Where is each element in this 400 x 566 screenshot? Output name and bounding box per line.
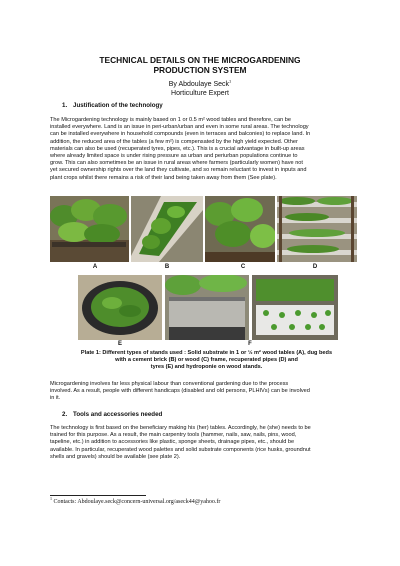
paragraph-line: can be installed everywhere in household compounds (even in terraces and balconies) to replace land. In	[50, 131, 311, 138]
author-footnote-mark: 1	[229, 78, 232, 84]
photo-d-recuperated-pipes	[277, 196, 357, 262]
paragraph-line: shells and gravels) should be available (see plate 2).	[50, 453, 181, 460]
footnote-text: Contacts: Abdoulaye.seck@concern-universal.org/aseck44@yahoo.fr	[53, 499, 221, 505]
photo-f1-hydroponic-stand	[165, 275, 249, 340]
paragraph-line: Microgardening involves far less physical labour than conventional gardening due to the process	[50, 381, 289, 387]
paragraph-line: installed everywhere. Land is an issue in peri-urban/urban and even in some rural areas. The technology	[50, 124, 309, 131]
paragraph-line: plant crops whilst there remains a risk of their land being taken away from them (See plate).	[50, 174, 277, 181]
footnote	[50, 496, 221, 505]
photo-f2-hydroponic-seedlings	[252, 275, 338, 340]
photo-label-f: F	[248, 341, 252, 347]
photo-label-c: C	[240, 264, 246, 270]
author-name: By Abdoulaye Seck$^1$	[168, 78, 232, 88]
photo-label-d: D	[312, 264, 318, 270]
caption-line: Plate 1: Different types of stands used : Solid substrate in 1 or ½ m² wood tables (A), dug beds	[80, 350, 333, 356]
photo-e-tyre	[78, 275, 162, 340]
photo-label-a: A	[92, 264, 98, 270]
paragraph-line: yet secured ownership rights over the land they cultivate, and so remain reluctant to invest in inputs and	[50, 167, 307, 174]
paragraph-line: tapeline, etc.) in addition to accessories like plastic, sponge sheets, drainage pipes, etc., should be	[50, 439, 295, 446]
document-title	[40, 55, 360, 75]
labour-paragraph	[50, 381, 363, 403]
tools-paragraph	[50, 425, 363, 461]
photo-label-b: B	[164, 264, 170, 270]
photo-a-wood-tables	[50, 196, 129, 262]
footnote-mark: 1	[50, 496, 52, 501]
document-page: TECHNICAL DETAILS ON THE MICROGARDENING PRODUCTION SYSTEM By Abdoulaye Seck$^1$ Horticulture Expert 1. Justification of the technology The Microgardening technology is mainly based on 1 or 0.5 m² wood tables and therefore, can be installed everywhere. Land is an issue in peri-urban/urban and even in some rural areas. The technology can be installed everywhere in household compounds (even in terraces and balconies) to replace land. In addition, the reduced area of the tables (a few m²) is compensated by the high yield expected. Other materials can also be used (recuperated tyres, pipes, etc.). This is a crucial advantage in built-up areas where already limited space is under rising pressure as urban and periurban populations continue to grow. This can also sometimes be an issue in rural areas where farmers (particularly women) have not yet secured ownership rights over the land they cultivate, and so remain reluctant to invest in inputs and plant crops whilst there remains a risk of their land being taken away from them (See plate). A B C D E F Plate 1: Different types of stands used : Solid substrate in 1 or ½ m² wood tables (A), dug beds with a cement brick (B) or wood (C) frame, recuperated pipes (D) and tyres (E) and hydroponie on wood stands. Microgardening involves far less physical labour than conventional gardening due to the process involved. As a result, people with different handicaps (disabled and old persons, PLHIVs) can be involved in it. 2. Tools and accessories needed The technology is first based on the beneficiary making his (her) tables. Accordingly, he (she) needs to be trained for this purpose. As a result, the main carpentry tools (hammer, nails, saw, nails, pins, wood, tapeline, etc.) in addition to accessories like plastic, sponge sheets, drainage pipes, etc., should be available. In particular, recuperated wood palettes and solid substrate components (rice husks, groundnut shells and gravels) should be available (see plate 2). $^1$ Contacts: Abdoulaye.seck@concern-universal.org/aseck44@yahoo.fr	[0, 0, 400, 566]
paragraph-line: trained for this purpose. As a result, the main carpentry tools (hammer, nails, saw, nails, pins, wood,	[50, 432, 297, 439]
paragraph-line: materials can also be used (recuperated tyres, pipes, etc.). This is a crucial advantage in built-up areas	[50, 145, 305, 152]
paragraph-line: available. In particular, recuperated wood palettes and solid substrate components (rice husks, groundnut	[50, 446, 311, 453]
paragraph-line: The Microgardening technology is mainly based on 1 or 0.5 m² wood tables and therefore, can be	[50, 117, 291, 123]
photo-b-cement-brick-bed	[131, 196, 203, 262]
justification-paragraph	[50, 117, 363, 182]
paragraph-line: involved. As a result, people with different handicaps (disabled and old persons, PLHIVs) can be involved	[50, 388, 310, 395]
paragraph-line: addition, the reduced area of the tables (a few m²) is compensated by the high yield expected. Other	[50, 138, 298, 145]
author-affiliation: Horticulture Expert	[171, 90, 229, 97]
paragraph-line: grow. This can also sometimes be an issue in rural areas where farmers (particularly women) have not	[50, 160, 303, 167]
paragraph-line: where already limited space is under rising pressure as urban and periurban populations continue to	[50, 153, 298, 160]
caption-line: with a cement brick (B) or wood (C) frame, recuperated pipes (D) and	[115, 357, 298, 364]
photo-label-e: E	[117, 341, 122, 347]
paragraph-line: The technology is first based on the beneficiary making his (her) tables. Accordingly, he (she) needs to be	[50, 425, 311, 431]
plate-1-caption	[50, 350, 363, 372]
title-line-2: PRODUCTION SYSTEM	[153, 65, 247, 75]
author-block	[40, 80, 360, 98]
paragraph-line: in it.	[50, 395, 61, 402]
title-line-1: TECHNICAL DETAILS ON THE MICROGARDENING	[99, 55, 301, 65]
caption-line: tyres (E) and hydroponie on wood stands.	[150, 364, 263, 371]
photo-c-wood-frame-bed	[205, 196, 275, 262]
footnote-rule	[50, 495, 146, 496]
